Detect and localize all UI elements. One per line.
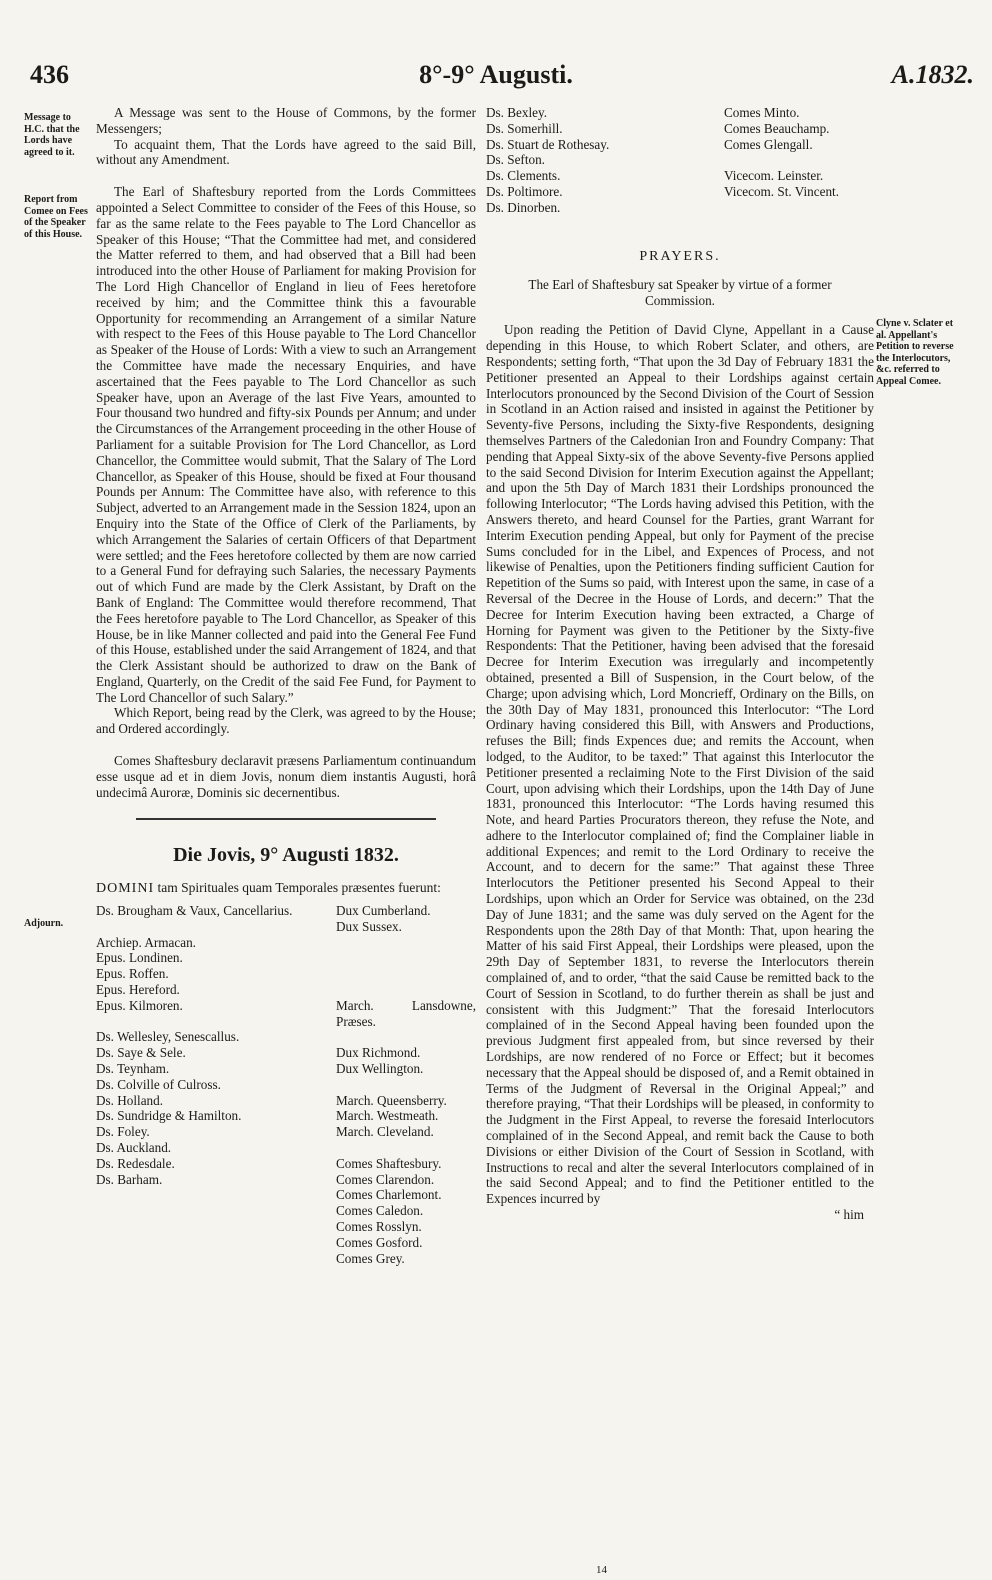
lord-name: Ds. Auckland. <box>96 1140 172 1156</box>
lord-name: Ds. Clements. <box>486 168 561 184</box>
lord-name <box>96 919 326 935</box>
lords-present-intro <box>96 880 476 897</box>
lord-name <box>96 1014 326 1030</box>
lord-name: Ds. Poltimore. <box>486 183 563 199</box>
lord-name: Vicecom. Leinster. <box>724 168 824 184</box>
signature-mark: 14 <box>596 1564 607 1576</box>
lord-name: Comes Shaftesbury. <box>336 1155 442 1171</box>
lord-name: Ds. Colville of Culross. <box>96 1076 221 1092</box>
lord-name: Ds. Barham. <box>96 1171 163 1187</box>
right-column <box>486 105 874 1223</box>
margin-note-adjourn: Adjourn. <box>24 918 64 929</box>
lord-name: Comes Glengall. <box>724 136 813 152</box>
lord-name <box>724 152 874 168</box>
lord-name: Vicecom. St. Vincent. <box>724 183 840 199</box>
section-divider <box>136 818 436 820</box>
lord-name: Comes Beauchamp. <box>724 120 830 136</box>
left-column <box>96 105 476 1266</box>
lord-name: Dux Sussex. <box>336 918 402 934</box>
lord-name: Ds. Foley. <box>96 1124 150 1140</box>
lord-name: Comes Clarendon. <box>336 1171 435 1187</box>
lord-name: Ds. Stuart de Rothesay. <box>486 136 610 152</box>
lord-name: Epus. Londinen. <box>96 950 183 966</box>
lord-name: Comes Charlemont. <box>336 1187 442 1203</box>
message-paragraph-1: A Message was sent to the House of Commons, by the former Messengers; <box>96 105 476 136</box>
lord-name: Ds. Bexley. <box>486 105 548 120</box>
continued-lords-list <box>486 105 874 223</box>
lord-name: March. Westmeath. <box>336 1108 439 1124</box>
lord-name: Ds. Sefton. <box>486 152 545 168</box>
lord-name: March. Cleveland. <box>336 1124 434 1140</box>
margin-note-message: Message to H.C. that the Lords have agreed to it. <box>24 112 80 158</box>
report-paragraph: The Earl of Shaftesbury reported from the Lords Committees appointed a Select Committee to consider of the Fees of this House, so far as the same relate to the Fees payable to The Lord Chancellor as Speaker of this House; “That the Committee had met, and considered the Matter referred to them, and had observed that a Bill had been introduced into the other House of Parliament for making Provision for The Lord High Chancellor of England in lieu of Fees heretofore received by him; and the Committee think this a favourable Opportunity for recommending an Arrangement of a similar Nature with respect to the Fees of this House payable to The Lord Chancellor as Speaker of the House of Lords: With a view to such an Arrangement the Committee have made the necessary Enquiries, and have ascertained that the Fees payable to The Lord Chancellor as such Speaker have, upon an Average of the last Five Years, amounted to Four thousand two hundred and fifty-six Pounds per Annum; and under the Circumstances of the Arrangement proceeding in the other House of Parliament for a suitable Provision for The Lord Chancellor, as Lord Chancellor, the Committee would submit, That the Salary of The Lord Chancellor, as Speaker of this House, should be fixed at Four thousand Pounds per Annum: The Committee have also, with reference to this Subject, adverted to an Arrangement made in the Session 1824, upon an Enquiry into the State of the Office of Clerk of the Parliaments, by which Arrangement the Salaries of certain Officers of that Department were settled; and the Fees heretofore collected by them are now carried to a General Fund for defraying such Salaries, the necessary Payments out of which Fund are made by the Clerk Assistant, by Draft on the Bank of England: The Committee would therefore recommend, That the Fees heretofore payable to The Lord Chancellor, as Speaker of this House, be in like Manner collected and paid into the General Fee Fund of this House, established under the said Arrangement of 1824, and that the Clerk Assistant should be authorized to draw on the Bank of England, Quarterly, on the Credit of the said Fee Fund, for Payment to The Lord Chancellor of such Salary.” <box>96 184 476 705</box>
lord-name: Ds. Somerhill. <box>486 120 563 136</box>
adjourn-paragraph: Comes Shaftesbury declaravit præsens Parliamentum continuandum esse usque ad et in diem Jovis, nonum diem instantis Augusti, horâ undecimâ Auroræ, Dominis sic decernentibus. <box>96 753 476 800</box>
lord-name: Dux Wellington. <box>336 1061 424 1077</box>
lord-name: Epus. Roffen. <box>96 966 169 982</box>
lord-name: Ds. Holland. <box>96 1092 164 1108</box>
report-agreed-paragraph: Which Report, being read by the Clerk, was agreed to by the House; and Ordered accordingly. <box>96 705 476 737</box>
page-date-heading: 8°-9° Augusti. <box>419 60 573 89</box>
lord-name: March. Queensberry. <box>336 1092 447 1108</box>
prayers-heading: PRAYERS. <box>639 249 721 264</box>
lord-name: Ds. Redesdale. <box>96 1155 175 1171</box>
lord-name: Epus. Hereford. <box>96 982 180 998</box>
lord-name <box>336 950 476 966</box>
lord-name: Epus. Kilmoren. <box>96 997 183 1013</box>
domini-rest: tam Spirituales quam Temporales præsentes fuerunt: <box>157 880 441 896</box>
page-number: 436 <box>30 60 69 89</box>
lord-name: Ds. Wellesley, Senescallus. <box>96 1029 240 1045</box>
speaker-note: The Earl of Shaftesbury sat Speaker by virtue of a former Commission. <box>528 276 832 308</box>
margin-note-report: Report from Comee on Fees of the Speaker of this House. <box>24 194 88 240</box>
lord-name: Dux Cumberland. <box>336 903 431 919</box>
lord-name: Comes Grey. <box>336 1250 405 1266</box>
lord-name <box>336 1140 476 1156</box>
domini-word: DOMINI <box>96 881 155 897</box>
lord-name: Ds. Dinorben. <box>486 199 561 215</box>
lords-list-continued-a <box>486 105 716 216</box>
lord-name: Ds. Saye & Sele. <box>96 1045 186 1061</box>
page-header <box>0 60 992 100</box>
lord-name: Dux Richmond. <box>336 1045 421 1061</box>
lord-name: Comes Minto. <box>724 105 800 120</box>
lords-list-continued-b <box>724 105 874 200</box>
lord-name: Comes Gosford. <box>336 1234 423 1250</box>
lord-name <box>336 1077 476 1093</box>
lord-name <box>336 935 476 951</box>
lords-present-list <box>96 903 476 1266</box>
message-paragraph-2: To acquaint them, That the Lords have agreed to the said Bill, without any Amendment. <box>96 136 476 168</box>
lords-list-right <box>336 903 476 1266</box>
lord-name <box>336 966 476 982</box>
lord-name: Comes Caledon. <box>336 1203 424 1219</box>
lord-name: Ds. Brougham & Vaux, Cancellarius. <box>96 903 293 919</box>
lord-name: Ds. Teynham. <box>96 1061 170 1077</box>
lords-list-left <box>96 903 326 1187</box>
lord-name: Comes Rosslyn. <box>336 1219 422 1234</box>
clyne-petition-paragraph: Upon reading the Petition of David Clyne, Appellant in a Cause depending in this House, to which Robert Sclater, and others, are Respondents; setting forth, “That upon the 3d Day of February 1831 the Petitioner presented an Appeal to their Lordships against certain Interlocutors pronounced by the Second Division of the Court of Session in Scotland in an Action raised and insisted in against the Petitioner by Seventy-five Persons, including the Sixty-five Respondents, designing themselves Partners of the Caledonian Iron and Foundry Company: That pending that Appeal Sixty-six of the above Seventy-five Persons applied to the said Second Division for Interim Execution against the Appellant; and upon the 5th Day of March 1831 their Lordships pronounced the following Interlocutor; “The Lords having advised this Petition, with the Answers thereto, and heard Counsel for the Parties, grant Warrant for Interim Execution pending Appeal, but only for Payment of the precise Sums concluded for in the Libel, and Expences of Process, and not likewise of Penalties, upon the Petitioners finding sufficient Caution for Repetition of the Sums so paid, with Interest upon the same, in case of a Reversal of the Decree in the House of Lords, and decern:” That the Decree for Interim Execution having been extracted, a Charge of Horning for Payment was given to the Petitioner by the Sixty-five Respondents: That the Petitioner, having been advised that the foresaid Decree for Interim Execution was irregularly and incompetently obtained, presented a Bill of Suspension, in the Court below, of the Charge; upon advising which, Lord Moncrieff, Ordinary on the Bills, on the 30th Day of May 1831, pronounced this Interlocutor: “The Lord Ordinary having considered this Bill, with Answers and Productions, refuses the Bill; finds Expences due; and remits the Account, when lodged, to the Auditor, to be taxed:” That against this Interlocutor the Petitioner presented a reclaiming Note to the First Division of the said Court, upon advising which their Lordships, upon the 14th Day of June 1831, pronounced this Interlocutor: “The Lords having resumed this Note, and heard Parties Procurators thereon, they refuse the Note, and adhere to the Interlocutor complained of; find the Complainer liable in additional Expences; and remit to the Lord Ordinary to receive the Account, and to decern for the same:” That against these Three Interlocutors the Petitioner presented his Second Appeal to their Lordships, upon which an Order for Service was obtained, on the 23d Day of June 1831; and the same was duly served on the Agent for the Respondents upon the 28th Day of that Month: That, upon hearing the Matter of his said First Appeal, their Lordships were pleased, upon the 29th Day of September 1831, to reverse the Interlocutors therein complained of, and to order, “that the said Cause be remitted back to the Court of Session in Scotland, to do further therein as shall be just and consistent with this Judgment:” That the foresaid Interlocutors complained of in the Second Appeal having been founded upon the previous Judgment first appealed from, but since reversed by their Lordships, are now rendered of no Force or Effect; but it becomes necessary that the Appeal should be disposed of, and a Remit obtained in Terms of the Judgment of Reversal in the Original Appeal;” and therefore praying, “That their Lordships will be pleased, in conformity to the Judgment in the First Appeal, to reverse the foresaid Interlocutors complained of in the Second Appeal, and remit back the Cause to both Divisions or either Division of the Court of Session in Scotland, with Instructions to recal and alter the several Interlocutors complained of in the said Second Appeal; and to find the Petitioner entitled to the Expences incurred by <box>486 322 874 1207</box>
lord-name <box>336 1029 476 1045</box>
page-year: A.1832. <box>891 60 974 89</box>
catchword: “ him <box>834 1207 864 1223</box>
lord-name: March. Lansdowne, Præses. <box>336 997 476 1029</box>
lord-name: Ds. Sundridge & Hamilton. <box>96 1108 242 1124</box>
lord-name: Archiep. Armacan. <box>96 934 196 950</box>
lord-name <box>336 982 476 998</box>
margin-note-clyne: Clyne v. Sclater et al. Appellant's Petition to reverse the Interlocutors, &c. referred to Appeal Comee. <box>876 318 954 387</box>
day-heading: Die Jovis, 9° Augusti 1832. <box>173 844 399 867</box>
